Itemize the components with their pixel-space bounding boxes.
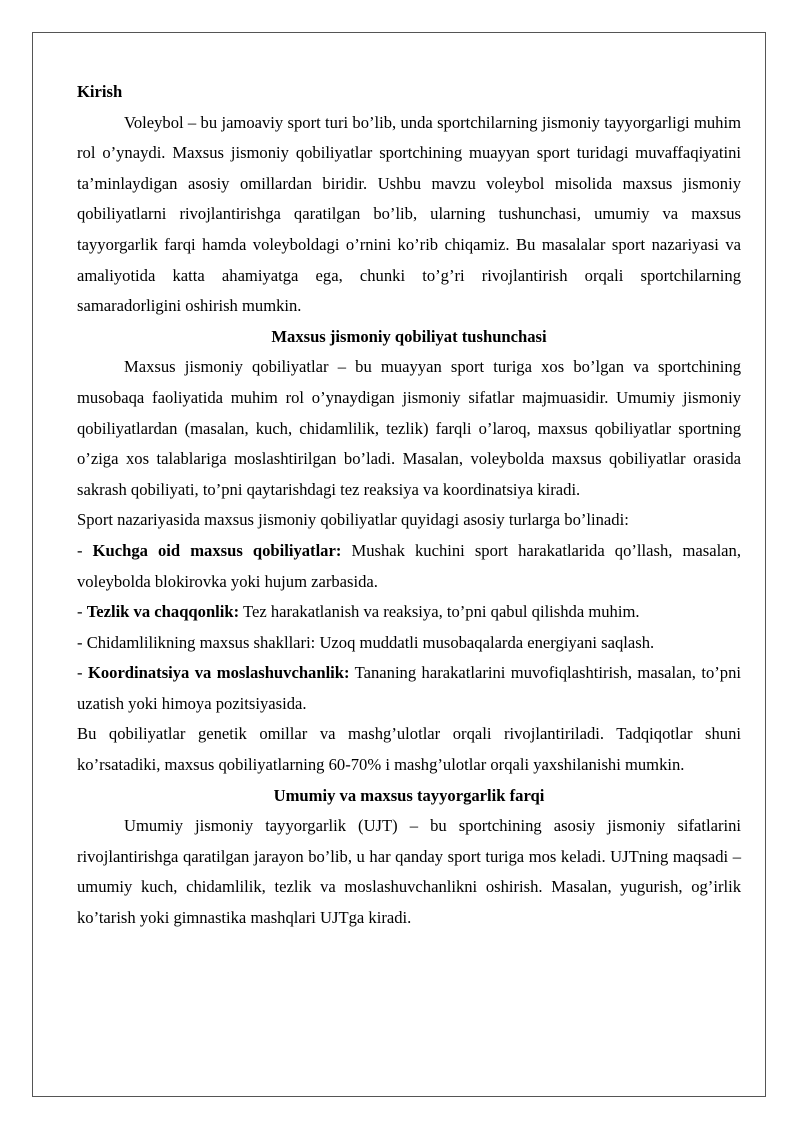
list-item-strength bbox=[77, 536, 741, 597]
document-body bbox=[77, 77, 741, 934]
list-item-term: Koordinatsiya va moslashuvchanlik: bbox=[87, 663, 350, 683]
list-item-text: Chidamlilikning maxsus shakllari: Uzoq muddatli musobaqalarda energiyani saqlash. bbox=[86, 632, 655, 652]
section-heading-difference: Umumiy va maxsus tayyorgarlik farqi bbox=[273, 785, 545, 805]
development-paragraph: Bu qobiliyatlar genetik omillar va mashg’ulotlar orqali rivojlantiriladi. Tadqiqotlar shuni ko’rsatadiki, maxsus qobiliyatlarning 60-70% i mashg’ulotlar orqali yaxshilanishi mumkin. bbox=[77, 724, 741, 775]
list-dash: - bbox=[77, 602, 87, 622]
list-item-text: Tez harakatlanish va reaksiya, to’pni qabul qilishda muhim. bbox=[239, 602, 640, 622]
types-intro-paragraph: Sport nazariyasida maxsus jismoniy qobiliyatlar quyidagi asosiy turlarga bo’linadi: bbox=[77, 510, 629, 530]
section-heading-concept: Maxsus jismoniy qobiliyat tushunchasi bbox=[271, 326, 547, 346]
intro-paragraph: Voleybol – bu jamoaviy sport turi bo’lib, unda sportchilarning jismoniy tayyorgarligi muhim rol o’ynaydi. Maxsus jismoniy qobiliyatlar sportchining muayyan sport turidagi muvaffaqiyatini ta’minlaydigan asosiy omillardan biridir. Ushbu mavzu voleybol misolida maxsus jismoniy qobiliyatlarni rivojlantirishga qaratilgan bo’lib, ularning tushunchasi, umumiy va maxsus tayyorgarlik farqi hamda voleyboldagi o’rnini ko’rib chiqamiz. Bu masalalar sport nazariyasi va amaliyotida katta ahamiyatga ega, chunki to’g’ri rivojlantirish orqali sportchilarning samaradorligini oshirish mumkin. bbox=[77, 112, 741, 316]
list-item-term: Tezlik va chaqqonlik: bbox=[86, 602, 240, 622]
list-item-endurance bbox=[77, 628, 741, 659]
document-title: Kirish bbox=[77, 82, 123, 101]
list-item-coordination bbox=[77, 658, 741, 719]
list-item-term: Kuchga oid maxsus qobiliyatlar: bbox=[92, 540, 342, 560]
list-item-text: Tananing harakatlarini muvofiqlashtirish, masalan, to’pni uzatish yoki himoya pozitsiyasida. bbox=[77, 663, 741, 713]
concept-paragraph: Maxsus jismoniy qobiliyatlar – bu muayyan sport turiga xos bo’lgan va sportchining musobaqa faoliyatida muhim rol o’ynaydigan jismoniy sifatlar majmuasidir. Umumiy jismoniy qobiliyatlardan (masalan, kuch, chidamlilik, tezlik) farqli o’laroq, maxsus qobiliyatlar sportning o’ziga xos talablariga moslashtirilgan bo’ladi. Masalan, voleybolda maxsus qobiliyatlar orasida sakrash qobiliyati, to’pni qaytarishdagi tez reaksiya va koordinatsiya kiradi. bbox=[77, 357, 741, 499]
list-dash: - bbox=[77, 632, 87, 652]
general-training-paragraph: Umumiy jismoniy tayyorgarlik (UJT) – bu sportchining asosiy jismoniy sifatlarini rivojlantirishga qaratilgan jarayon bo’lib, u har qanday sport turiga mos keladi. UJTning maqsadi – umumiy kuch, chidamlilik, tezlik va moslashuvchanlikni oshirish. Masalan, yugurish, og’irlik ko’tarish yoki gimnastika mashqlari UJTga kiradi. bbox=[77, 816, 741, 928]
list-dash: - bbox=[77, 540, 93, 560]
list-item-text: Mushak kuchini sport harakatlarida qo’llash, masalan, voleybolda blokirovka yoki hujum zarbasida. bbox=[77, 540, 741, 591]
list-item-speed bbox=[77, 597, 741, 628]
list-dash: - bbox=[77, 663, 88, 683]
